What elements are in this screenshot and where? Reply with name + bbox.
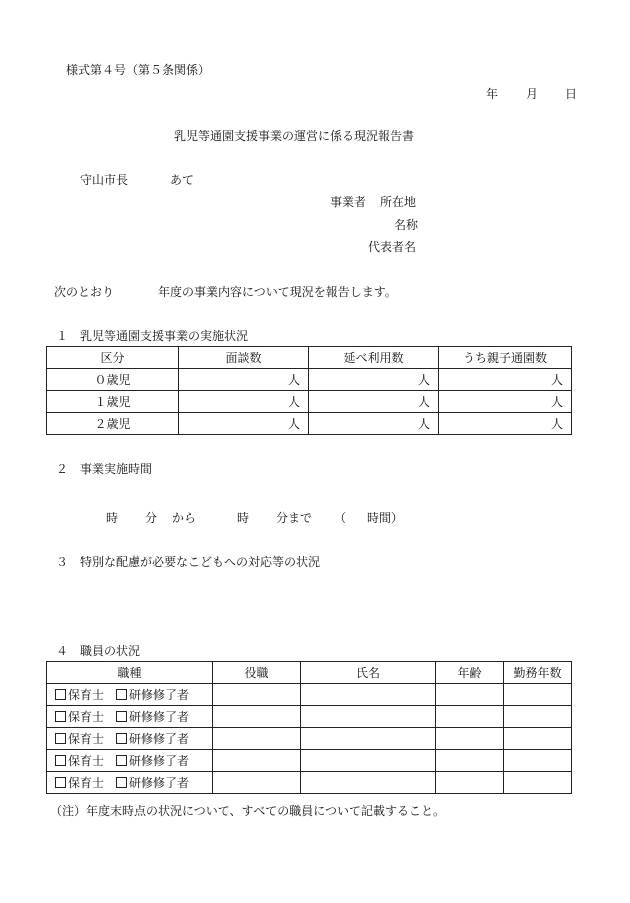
- years-of-service-cell[interactable]: [504, 684, 572, 706]
- table-row: [47, 391, 572, 413]
- name-cell[interactable]: [301, 750, 436, 772]
- checkbox-label: 研修修了者: [129, 688, 190, 702]
- from-label: から: [172, 511, 197, 525]
- age-cell[interactable]: [436, 750, 504, 772]
- column-header: 氏名: [301, 662, 436, 684]
- job-type-cell: [47, 728, 213, 750]
- name-cell[interactable]: [301, 728, 436, 750]
- reporter-representative-label: 代表者名: [368, 240, 417, 254]
- column-header: 面談数: [179, 347, 309, 369]
- job-type-cell: [47, 684, 213, 706]
- column-header: 延べ利用数: [309, 347, 439, 369]
- age-label: １歳児: [47, 391, 179, 413]
- checkbox-label: 保育士: [68, 754, 105, 768]
- interview-count-cell[interactable]: 人: [179, 413, 309, 435]
- checkbox-label: 研修修了者: [129, 754, 190, 768]
- table-row: [47, 750, 572, 772]
- staff-table: [46, 661, 572, 794]
- name-cell[interactable]: [301, 684, 436, 706]
- parent-child-cell[interactable]: 人: [439, 391, 572, 413]
- parent-child-cell[interactable]: 人: [439, 413, 572, 435]
- checkbox-label: 保育士: [68, 776, 105, 790]
- position-cell[interactable]: [213, 772, 301, 794]
- age-cell[interactable]: [436, 728, 504, 750]
- job-type-cell: [47, 750, 213, 772]
- position-cell[interactable]: [213, 684, 301, 706]
- table-row: [47, 413, 572, 435]
- start-minute-label: 分: [145, 511, 158, 525]
- age-cell[interactable]: [436, 772, 504, 794]
- section1-heading: 乳児等通園支援事業の実施状況: [80, 329, 249, 343]
- section3-heading: 特別な配慮が必要なこどもへの対応等の状況: [80, 555, 321, 569]
- job-type-cell: [47, 772, 213, 794]
- column-header: うち親子通園数: [439, 347, 572, 369]
- nursery-teacher-checkbox[interactable]: [55, 777, 66, 788]
- section4-number: ４: [56, 644, 69, 658]
- table-row: [47, 369, 572, 391]
- document-title: 乳児等通園支援事業の運営に係る現況報告書: [174, 129, 415, 143]
- hours-label: 時間）: [367, 511, 404, 525]
- footnote: （注）年度末時点の状況について、すべての職員について記載すること。: [50, 804, 446, 818]
- column-header: 年齢: [436, 662, 504, 684]
- years-of-service-cell[interactable]: [504, 706, 572, 728]
- reporter-role-label: 事業者: [330, 195, 367, 209]
- name-cell[interactable]: [301, 706, 436, 728]
- nursery-teacher-checkbox[interactable]: [55, 733, 66, 744]
- end-minute-label: 分まで: [276, 511, 313, 525]
- nursery-teacher-checkbox[interactable]: [55, 689, 66, 700]
- checkbox-label: 研修修了者: [129, 732, 190, 746]
- name-cell[interactable]: [301, 772, 436, 794]
- training-completed-checkbox[interactable]: [116, 755, 127, 766]
- staff-table-header: [47, 662, 572, 684]
- checkbox-label: 保育士: [68, 732, 105, 746]
- form-number: 様式第４号（第５条関係）: [66, 63, 211, 77]
- age-cell[interactable]: [436, 684, 504, 706]
- training-completed-checkbox[interactable]: [116, 733, 127, 744]
- age-label: ０歳児: [47, 369, 179, 391]
- years-of-service-cell[interactable]: [504, 728, 572, 750]
- years-of-service-cell[interactable]: [504, 750, 572, 772]
- start-hour-label: 時: [106, 511, 119, 525]
- position-cell[interactable]: [213, 706, 301, 728]
- section3-number: ３: [56, 555, 69, 569]
- addressee-suffix: あて: [170, 173, 195, 187]
- section2-number: ２: [56, 462, 69, 476]
- interview-count-cell[interactable]: 人: [179, 369, 309, 391]
- position-cell[interactable]: [213, 728, 301, 750]
- usage-table: [46, 346, 572, 435]
- date-day-label: 日: [565, 87, 578, 101]
- job-type-cell: [47, 706, 213, 728]
- interview-count-cell[interactable]: 人: [179, 391, 309, 413]
- training-completed-checkbox[interactable]: [116, 711, 127, 722]
- table-row: [47, 772, 572, 794]
- end-hour-label: 時: [237, 511, 250, 525]
- training-completed-checkbox[interactable]: [116, 689, 127, 700]
- usage-table-header: [47, 347, 572, 369]
- column-header: 区分: [47, 347, 179, 369]
- table-row: [47, 684, 572, 706]
- position-cell[interactable]: [213, 750, 301, 772]
- total-usage-cell[interactable]: 人: [309, 391, 439, 413]
- section4-heading: 職員の状況: [80, 644, 141, 658]
- nursery-teacher-checkbox[interactable]: [55, 755, 66, 766]
- checkbox-label: 研修修了者: [129, 776, 190, 790]
- addressee-name: 守山市長: [80, 173, 129, 187]
- table-row: [47, 706, 572, 728]
- reporter-name-label: 名称: [394, 218, 419, 232]
- checkbox-label: 保育士: [68, 710, 105, 724]
- date-month-label: 月: [526, 87, 539, 101]
- intro-text: 年度の事業内容について現況を報告します。: [158, 285, 397, 299]
- section1-number: １: [56, 329, 69, 343]
- nursery-teacher-checkbox[interactable]: [55, 711, 66, 722]
- intro-prefix: 次のとおり: [54, 285, 115, 299]
- total-usage-cell[interactable]: 人: [309, 369, 439, 391]
- date-year-label: 年: [486, 87, 499, 101]
- column-header: 勤務年数: [504, 662, 572, 684]
- table-row: [47, 728, 572, 750]
- checkbox-label: 保育士: [68, 688, 105, 702]
- section2-heading: 事業実施時間: [80, 462, 153, 476]
- training-completed-checkbox[interactable]: [116, 777, 127, 788]
- years-of-service-cell[interactable]: [504, 772, 572, 794]
- parent-child-cell[interactable]: 人: [439, 369, 572, 391]
- column-header: 役職: [213, 662, 301, 684]
- checkbox-label: 研修修了者: [129, 710, 190, 724]
- paren-open: （: [334, 511, 347, 525]
- reporter-address-label: 所在地: [380, 195, 417, 209]
- total-usage-cell[interactable]: 人: [309, 413, 439, 435]
- age-cell[interactable]: [436, 706, 504, 728]
- column-header: 職種: [47, 662, 213, 684]
- age-label: ２歳児: [47, 413, 179, 435]
